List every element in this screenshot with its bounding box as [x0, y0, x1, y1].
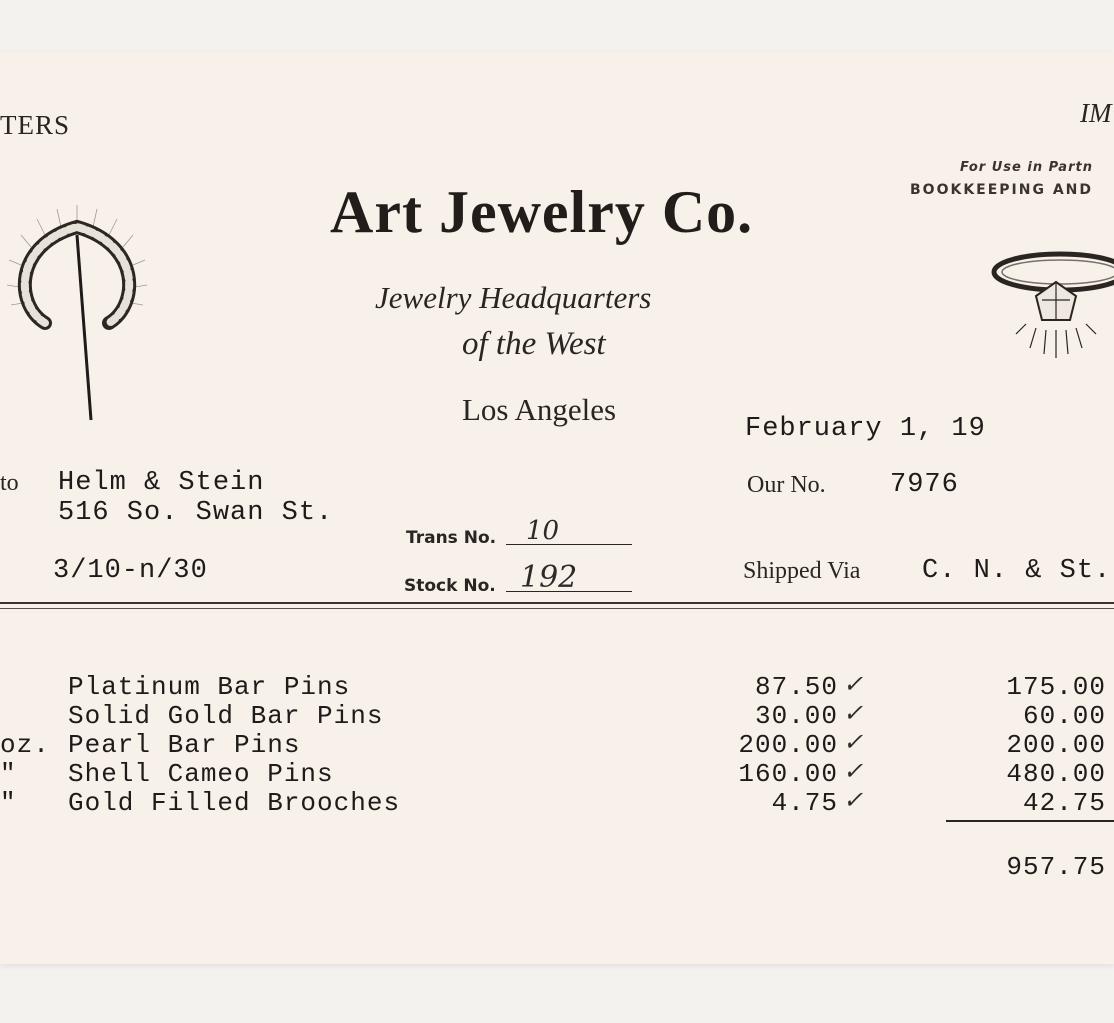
item-qty: "	[0, 759, 17, 789]
trans-no-line	[506, 544, 632, 545]
check-mark-icon: ✓	[843, 786, 864, 814]
trans-no-label: Trans No.	[406, 528, 497, 548]
item-amount: 200.00	[1006, 730, 1106, 760]
horseshoe-pin-icon	[5, 205, 150, 427]
sold-to-label: to	[0, 470, 19, 496]
item-amount: 175.00	[1006, 672, 1106, 702]
item-amount: 60.00	[1022, 701, 1106, 731]
our-no-value: 7976	[890, 470, 959, 500]
item-amount: 480.00	[1006, 759, 1106, 789]
stock-no-label: Stock No.	[404, 576, 496, 596]
check-mark-icon: ✓	[843, 670, 864, 698]
company-name: Art Jewelry Co.	[330, 179, 754, 245]
bookkeeping-note: BOOKKEEPING AND	[910, 182, 1094, 198]
our-no-label: Our No.	[747, 472, 826, 498]
stock-no-value: 192	[520, 560, 578, 595]
item-description: Gold Filled Brooches	[68, 788, 401, 818]
customer-address: 516 So. Swan St.	[58, 498, 334, 528]
item-description: Shell Cameo Pins	[68, 759, 334, 789]
item-qty: oz.	[0, 730, 50, 760]
item-qty: "	[0, 788, 17, 818]
shipped-via-label: Shipped Via	[743, 558, 861, 584]
item-price: 200.00	[738, 730, 838, 760]
shipped-via-value: C. N. & St.	[922, 556, 1112, 586]
invoice-total: 957.75	[1006, 852, 1106, 882]
tagline-line1: Jewelry Headquarters	[375, 280, 652, 315]
header-divider-secondary	[0, 608, 1114, 609]
item-price: 30.00	[754, 701, 838, 731]
diamond-ring-icon	[990, 238, 1114, 360]
item-price: 87.50	[754, 672, 838, 702]
header-top-left-text: TERS	[0, 110, 71, 140]
partner-note: For Use in Partn	[960, 160, 1093, 175]
trans-no-value: 10	[526, 516, 560, 546]
total-underline	[946, 820, 1114, 822]
header-divider	[0, 602, 1114, 604]
invoice-date: February 1, 19	[745, 414, 986, 444]
check-mark-icon: ✓	[843, 699, 864, 727]
check-mark-icon: ✓	[843, 757, 864, 785]
header-top-right-text: IM	[1080, 98, 1112, 128]
payment-terms: 3/10-n/30	[53, 556, 208, 586]
item-description: Platinum Bar Pins	[68, 672, 351, 702]
item-price: 4.75	[771, 788, 838, 818]
item-amount: 42.75	[1022, 788, 1106, 818]
city: Los Angeles	[462, 392, 617, 427]
tagline-line2: of the West	[462, 326, 606, 362]
item-description: Pearl Bar Pins	[68, 730, 301, 760]
item-description: Solid Gold Bar Pins	[68, 701, 384, 731]
customer-name: Helm & Stein	[58, 468, 265, 498]
check-mark-icon: ✓	[843, 728, 864, 756]
item-price: 160.00	[738, 759, 838, 789]
